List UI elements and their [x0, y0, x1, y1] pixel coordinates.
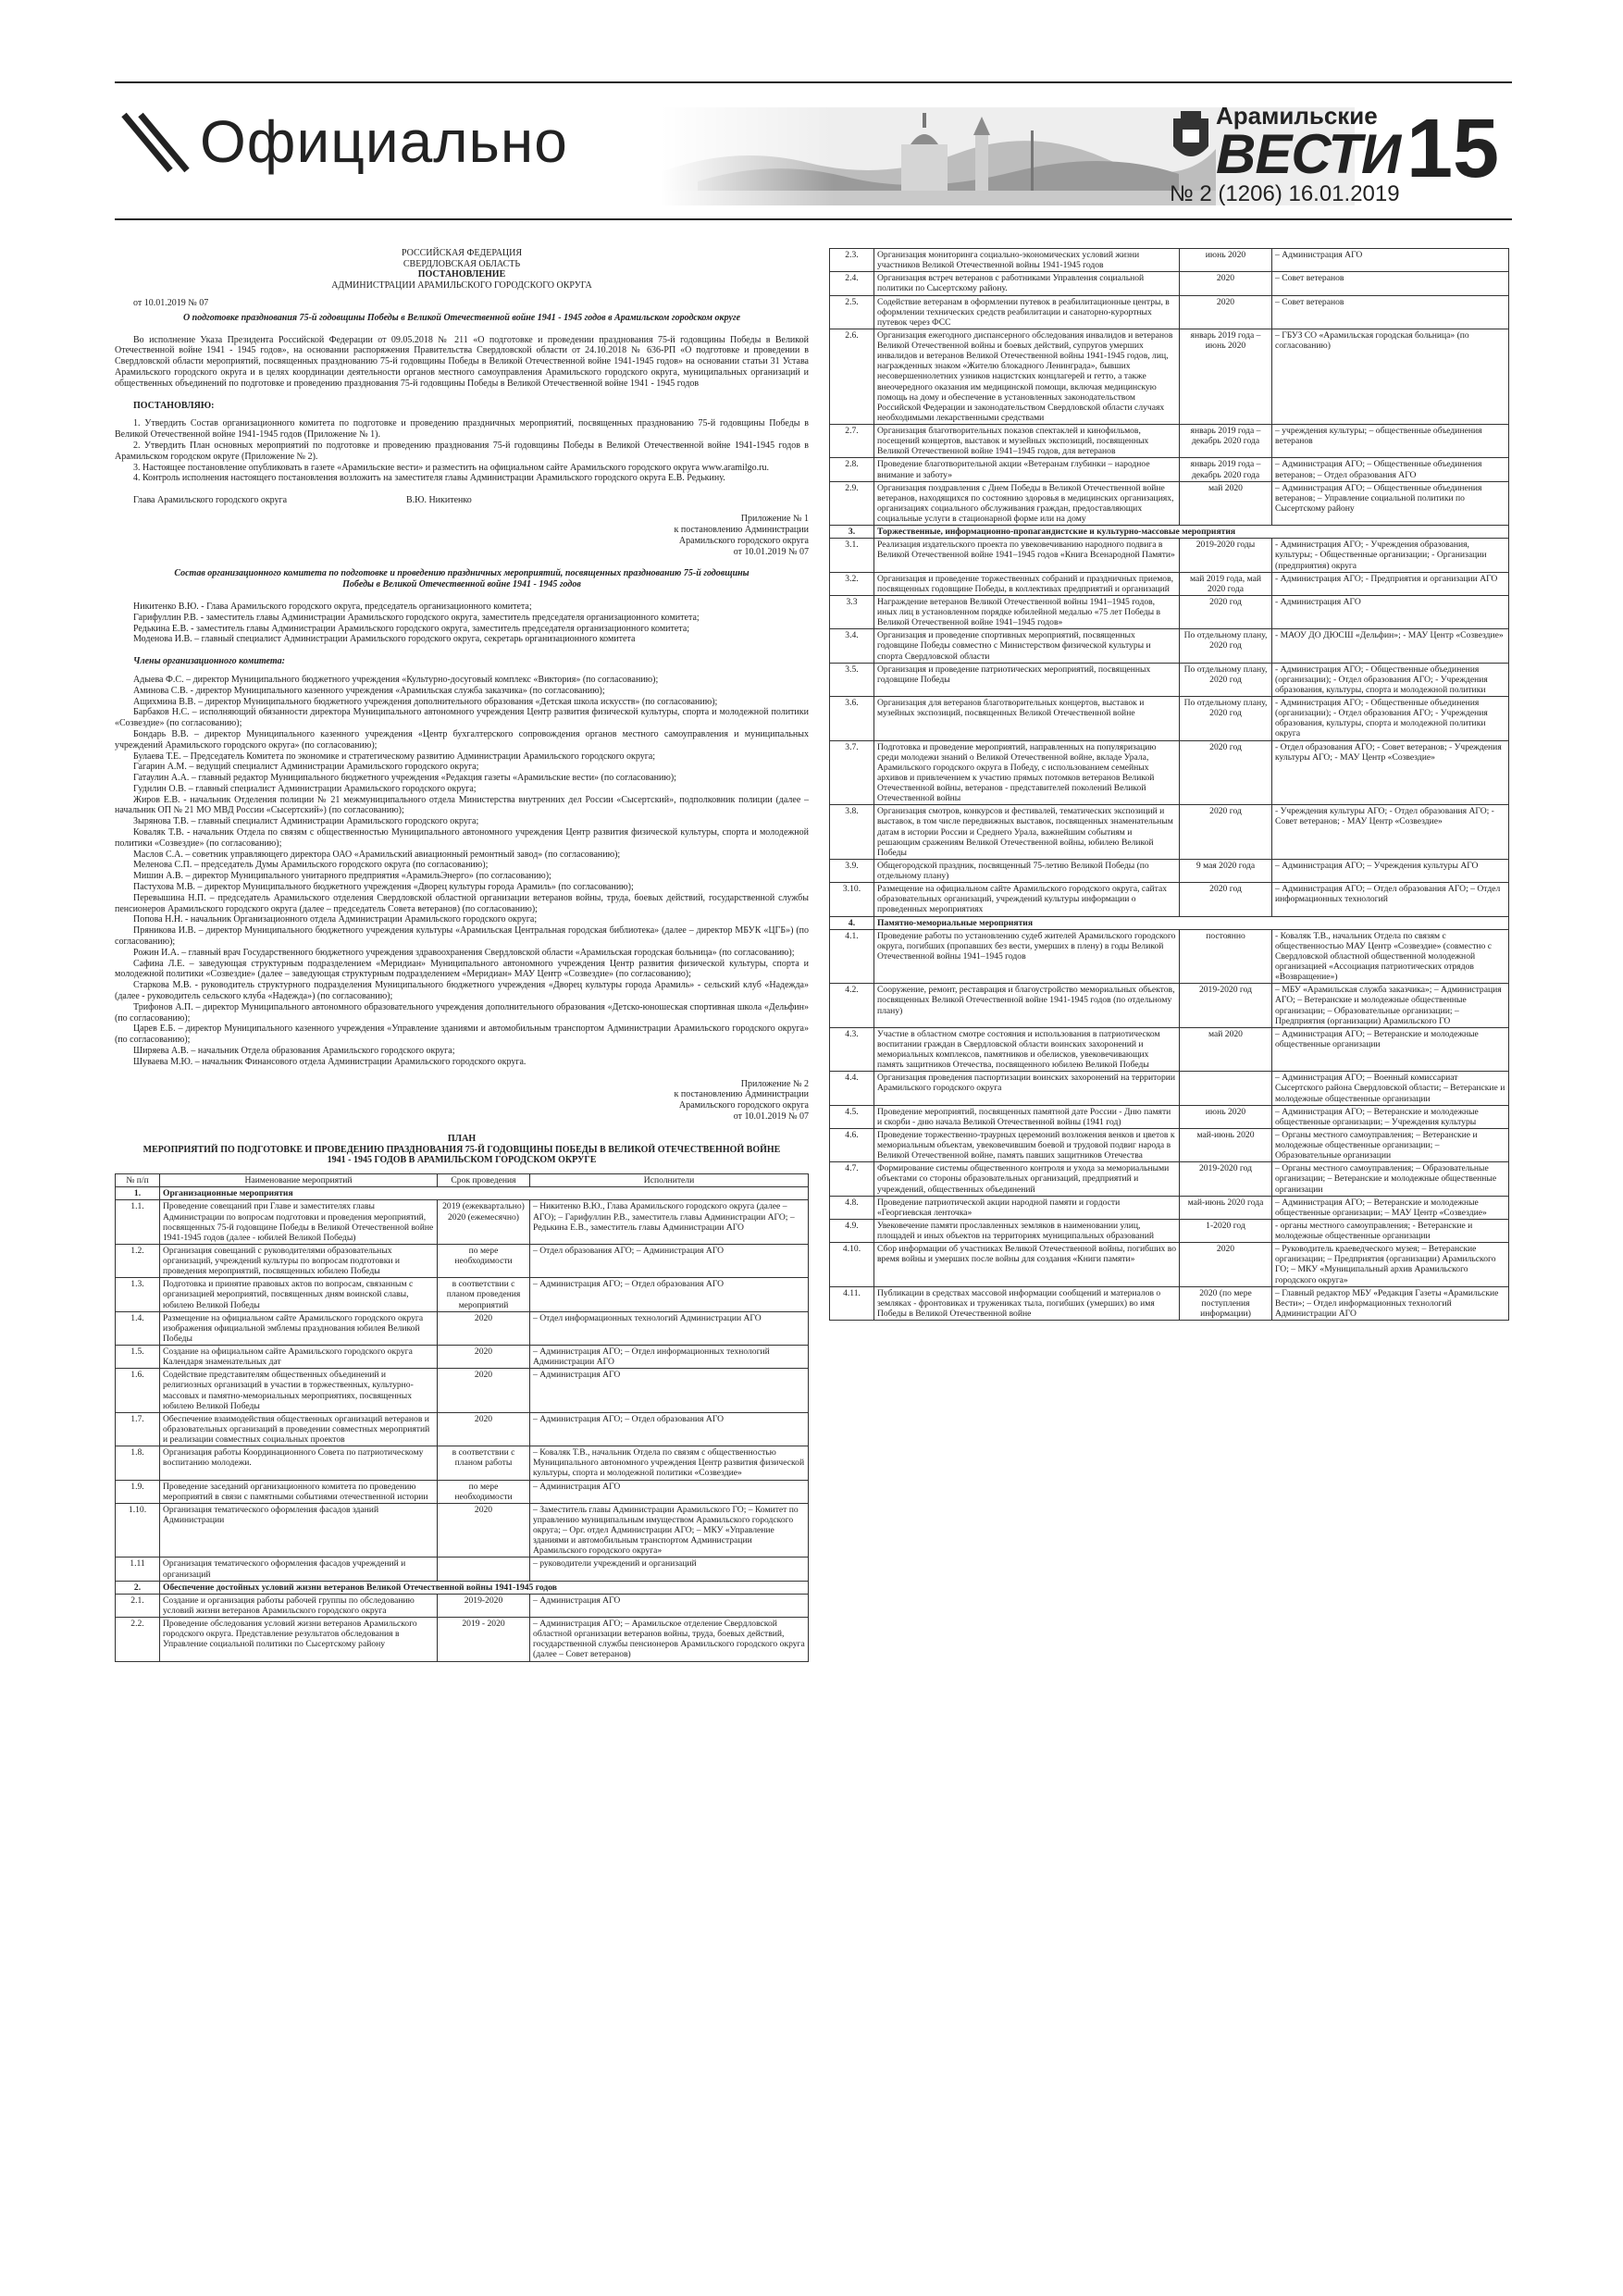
plan-row	[830, 425, 1509, 458]
committee-member: Сафина Л.Е. – заведующая структурным подразделением «Меридиан» Муниципального автономного учреждения Центр развития физической культуры, спорта и молодежной политики «Созвездие» (далее – заведующая структурным подразделением «Меридиан» МАУ Центр «Созвездие» (по согласованию);	[115, 958, 809, 980]
plan-row	[830, 697, 1509, 741]
decree-preamble: Во исполнение Указа Президента Российской Федерации от 09.05.2018 № 211 «О подготовке и проведении празднования 75-й годовщины Победы в Великой Отечественной войне 1941 - 1945 годов», на основании распоряжения Правительства Свердловской области от 24.10.2018 № 636-РП «О подготовке и проведении в Свердловской области мероприятий, посвященных празднованию 75-й годовщины Победы в Великой Отечественной войне 1941-1945 годов» на основании статьи 31 Устава Арамильского городского округа и в целях координации деятельности органов местного самоуправления Арамильского городского округа, муниципальных организаций и общественных объединений по подготовке и проведению празднования 75-й годовщины Победы в Великой Отечественной войне 1941 - 1945 годов	[115, 334, 809, 389]
plan-row	[830, 1243, 1509, 1287]
committee-member: Пряникова И.В. – директор Муниципального бюджетного учреждения культуры «Арамильская Центральная городская библиотека» (далее – директор МБУК «ЦГБ») (по согласованию);	[115, 925, 809, 948]
row-term: 2020	[438, 1311, 530, 1345]
committee-leader: Редькина Е.В. - заместитель главы Администрации Арамильского городского округа, заместитель председателя организационного комитета;	[133, 623, 690, 634]
decree-head-line: АДМИНИСТРАЦИИ АРАМИЛЬСКОГО ГОРОДСКОГО ОКРУГА	[331, 279, 592, 291]
row-num: 2.1.	[116, 1594, 160, 1617]
decree-subject: О подготовке празднования 75-й годовщины Победы в Великой Отечественной войне 1941 - 1945 годов в Арамильском городском округе	[182, 312, 741, 323]
row-name: Организация тематического оформления фасадов зданий Администрации	[160, 1503, 438, 1558]
row-term: 2020	[438, 1412, 530, 1446]
row-term: 2020 (по мере поступления информации)	[1180, 1286, 1272, 1320]
plan-row	[830, 1162, 1509, 1196]
row-name: Организация ежегодного диспансерного обследования инвалидов и ветеранов Великой Отечественной войны и боевых действий, супругов умерших инвалидов и ветеранов Великой Отечественной войны 1941-1945 годов, лиц, награжденных знаком «Жителю блокадного Ленинграда», бывших несовершеннолетних узников нацистских концлагерей и гетто, а также внеочередного оказания им медицинской помощи, включая медицинскую помощь на дому и обеспечение в установленных законодательством Российской Федерации и законодательством Свердловской области случаях необходимыми лекарственными средствами	[874, 329, 1180, 424]
row-name: Проведение мероприятий, посвященных памятной дате России - Дню памяти и скорби - дню начала Великой Отечественной войны (1941 год)	[874, 1105, 1180, 1128]
decree-head-line: РОССИЙСКАЯ ФЕДЕРАЦИЯ	[401, 248, 523, 258]
row-exec: – Администрация АГО	[530, 1369, 809, 1413]
row-term: 2019 - 2020	[438, 1618, 530, 1662]
row-exec: – Коваляк Т.В., начальник Отдела по связям с общественностью Муниципального автономного учреждения Центр развития физической культуры, спорта и молодежной политики «Созвездие»	[530, 1446, 809, 1480]
plan-row	[116, 1278, 809, 1311]
plan-section-row	[830, 526, 1509, 539]
row-term: 2020	[1180, 1243, 1272, 1287]
row-num: 3.7.	[830, 740, 874, 805]
row-exec: – Администрация АГО	[530, 1480, 809, 1503]
plan-row	[116, 1369, 809, 1413]
row-exec: – Администрация АГО; – Общественные объединения ветеранов; – Отдел образования АГО	[1272, 458, 1509, 481]
committee-member: Адыева Ф.С. – директор Муниципального бюджетного учреждения «Культурно-досуговый комплекс «Виктория» (по согласованию);	[133, 674, 659, 685]
row-exec: – учреждения культуры; – общественные объединения ветеранов	[1272, 425, 1509, 458]
row-num: 4.	[830, 916, 874, 929]
row-term: По отдельному плану, 2020 год	[1180, 629, 1272, 663]
committee-member: Зырянова Т.В. – главный специалист Администрации Арамильского городского округа;	[133, 816, 479, 827]
row-exec: – Заместитель главы Администрации Арамильского ГО; – Комитет по управлению муниципальным имуществом Арамильского городского округа; – Орг. отдел Администрации АГО; – МКУ «Управление зданиями и автомобильным транспортом Администрации Арамильского городского округа»	[530, 1503, 809, 1558]
decree-resolve: ПОСТАНОВЛЯЮ:	[133, 400, 215, 411]
left-column	[115, 248, 809, 1662]
committee-member: Меленова С.П. – председатель Думы Арамильского городского округа (по согласованию);	[133, 860, 489, 871]
row-name: Организация встреч ветеранов с работниками Управления социальной политики по Сысертскому району.	[874, 272, 1180, 295]
section-title: Официально	[200, 108, 568, 175]
row-term: 2020	[1180, 295, 1272, 329]
section-title: Обеспечение достойных условий жизни ветеранов Великой Отечественной войны 1941-1945 годов	[160, 1581, 809, 1594]
row-term: май 2020	[1180, 481, 1272, 526]
row-exec: – Администрация АГО; – Учреждения культуры АГО	[1272, 859, 1509, 882]
row-exec: – Совет ветеранов	[1272, 295, 1509, 329]
plan-row	[830, 295, 1509, 329]
row-exec: – Администрация АГО; – Арамильское отделение Свердловской областной организации ветеранов войны, труда, боевых действий, государственной службы пенсионеров Арамильского городского округа (далее – Совет ветеранов)	[530, 1618, 809, 1662]
section-title: Памятно-мемориальные мероприятия	[874, 916, 1509, 929]
plan-row	[830, 859, 1509, 882]
committee-member: Бондарь В.В. – директор Муниципального казенного учреждения «Центр бухгалтерского сопровождения органов местного самоуправления и муниципальных учреждений Арамильского городского округа» (по согласованию);	[115, 728, 809, 751]
row-term: май 2019 года, май 2020 года	[1180, 572, 1272, 595]
row-num: 1.7.	[116, 1412, 160, 1446]
annex1-ref-line: Арамильского городского округа	[678, 535, 809, 546]
town-crest-icon	[1171, 109, 1210, 168]
row-term: 2019-2020 годы	[1180, 539, 1272, 572]
row-term: по мере необходимости	[438, 1480, 530, 1503]
row-name: Проведение заседаний организационного комитета по проведению мероприятий в связи с памятными событиями отечественной истории	[160, 1480, 438, 1503]
row-exec: – руководители учреждений и организаций	[530, 1558, 809, 1581]
plan-row	[830, 629, 1509, 663]
row-name: Организация благотворительных показов спектаклей и кинофильмов, посещений концертов, выставок и музейных экспозиций, посвященных Великой Отечественной войне 1941–1945 годов, для ветеранов	[874, 425, 1180, 458]
row-term: 9 мая 2020 года	[1180, 859, 1272, 882]
committee-member: Гатаулин А.А. – главный редактор Муниципального бюджетного учреждения «Редакция газеты «Арамильские вести» (по согласованию);	[133, 773, 676, 784]
col-header-exec: Исполнители	[530, 1174, 809, 1187]
row-name: Размещение на официальном сайте Арамильского городского округа, сайтах образовательных организаций, учреждений культуры информации о проведенных мероприятиях	[874, 883, 1180, 916]
row-term: январь 2019 года – июнь 2020	[1180, 329, 1272, 424]
row-exec: - Коваляк Т.В., начальник Отдела по связям с общественностью МАУ Центр «Созвездие» (совместно с Свердловской областной общественной молодежной организацией «Ассоциация патриотических отрядов «Возвращение»)	[1272, 929, 1509, 984]
row-name: Подготовка и проведение мероприятий, направленных на популяризацию среди молодежи знаний о Великой Отечественной войне, вкладе Урала, Арамильского городского округа в Победу, с использованием семейных архивов и привлечением к участию прямых потомков ветеранов Великой Отечественной войны, ветеранов - представителей поколений Великой Отечественной войны	[874, 740, 1180, 805]
row-name: Публикации в средствах массовой информации сообщений и материалов о земляках - фронтовиках и тружениках тыла, погибших (умерших) во имя Победы в Великой Отечественной войне	[874, 1286, 1180, 1320]
row-exec: – МБУ «Арамильская служба заказчика»; – Администрация АГО; – Ветеранские и молодежные общественные организации; – Образовательные организации; – Предприятия (организации) Арамильского ГО	[1272, 984, 1509, 1028]
row-term: май-июнь 2020 года	[1180, 1196, 1272, 1219]
plan-row	[116, 1446, 809, 1480]
row-term: январь 2019 года – декабрь 2020 года	[1180, 458, 1272, 481]
plan-row	[830, 1196, 1509, 1219]
plan-row	[830, 481, 1509, 526]
row-exec: - Учреждения культуры АГО; - Отдел образования АГО; - Совет ветеранов; - МАУ Центр «Созвездие»	[1272, 805, 1509, 860]
decree-item: 4. Контроль исполнения настоящего постановления возложить на заместителя главы Администрации Арамильского городского округа Е.В. Редькину.	[133, 473, 725, 484]
row-exec: – Администрация АГО; – Отдел образования АГО	[530, 1412, 809, 1446]
plan-row	[830, 272, 1509, 295]
members-title: Члены организационного комитета:	[133, 656, 285, 667]
row-name: Организация проведения паспортизации воинских захоронений на территории Арамильского городского округа	[874, 1072, 1180, 1105]
plan-row	[116, 1412, 809, 1446]
row-num: 1.10.	[116, 1503, 160, 1558]
col-header-term: Срок проведения	[438, 1174, 530, 1187]
bottom-rule	[115, 218, 1512, 220]
slashes-icon	[118, 102, 192, 185]
row-exec: – Органы местного самоуправления; – Ветеранские и молодежные общественные организации; – Образовательные организации	[1272, 1128, 1509, 1161]
row-num: 3.8.	[830, 805, 874, 860]
row-name: Организация поздравления с Днем Победы в Великой Отечественной войне ветеранов, находящихся по состоянию здоровья в медицинских организациях, организациях социального обслуживания граждан, предоставляющих социальные услуги в стационарной форме или на дому	[874, 481, 1180, 526]
row-term: в соответствии с планом проведения мероприятий	[438, 1278, 530, 1311]
committee-member: Пастухова М.В. – директор Муниципального бюджетного учреждения «Дворец культуры города Арамиль» (по согласованию);	[133, 882, 634, 893]
annex2-ref-line: от 10.01.2019 № 07	[733, 1111, 809, 1122]
row-term: 2019-2020 год	[1180, 984, 1272, 1028]
row-exec: – ГБУЗ СО «Арамильская городская больница» (по согласованию)	[1272, 329, 1509, 424]
row-name: Проведение торжественно-траурных церемоний возложения венков и цветов к мемориальным объектам, увековечившим боевой и трудовой подвиг народа в Великой Отечественной войне, память павших защитников Отечества	[874, 1128, 1180, 1161]
plan-row	[830, 1219, 1509, 1242]
plan-row	[830, 1072, 1509, 1105]
decree-item: 1. Утвердить Состав организационного комитета по подготовке и проведению праздничных мероприятий, посвященных празднованию 75-й годовщины Победы в Великой Отечественной войне 1941-1945 годов (Приложение № 1).	[115, 418, 809, 441]
committee-leader: Никитенко В.Ю. - Глава Арамильского городского округа, председатель организационного комитета;	[133, 601, 532, 612]
committee-member: Трифонов А.П. – директор Муниципального автономного образовательного учреждения дополнительного образования «Детско-юношеская спортивная школа «Дельфин» (по согласованию);	[115, 1001, 809, 1024]
row-name: Организация и проведение спортивных мероприятий, посвященных годовщине Победы совместно с Министерством физической культуры и спорта Свердловской области	[874, 629, 1180, 663]
row-term: 2019-2020 год	[1180, 1162, 1272, 1196]
row-term: 2020	[438, 1503, 530, 1558]
row-term: постоянно	[1180, 929, 1272, 984]
row-exec: – Администрация АГО; – Ветеранские и молодежные общественные организации	[1272, 1027, 1509, 1072]
row-num: 3.2.	[830, 572, 874, 595]
row-exec: - Отдел образования АГО; - Совет ветеранов; - Учреждения культуры АГО; - МАУ Центр «Созвездие»	[1272, 740, 1509, 805]
row-term: по мере необходимости	[438, 1244, 530, 1277]
plan-row	[116, 1503, 809, 1558]
row-num: 3.9.	[830, 859, 874, 882]
row-exec: – Администрация АГО; – Отдел образования АГО	[530, 1278, 809, 1311]
row-num: 3.10.	[830, 883, 874, 916]
plan-row	[830, 740, 1509, 805]
plan-row	[116, 1311, 809, 1345]
plan-section-row	[116, 1187, 809, 1200]
row-name: Организация для ветеранов благотворительных концертов, выставок и музейных экспозиций, посвященных Великой Отечественной войне	[874, 697, 1180, 741]
row-num: 4.2.	[830, 984, 874, 1028]
plan-rows-left	[116, 1187, 809, 1661]
row-name: Увековечение памяти прославленных земляков в наименовании улиц, площадей и иных объектов на территориях муниципальных образований	[874, 1219, 1180, 1242]
row-term	[1180, 1072, 1272, 1105]
right-column	[829, 248, 1509, 1321]
row-exec: – Отдел образования АГО; – Администрация АГО	[530, 1244, 809, 1277]
row-term: июнь 2020	[1180, 1105, 1272, 1128]
row-name: Организация и проведение патриотических мероприятий, посвященных годовщине Победы	[874, 663, 1180, 696]
row-name: Награждение ветеранов Великой Отечественной войны 1941–1945 годов, иных лиц в установленном порядке юбилейной медалью «75 лет Победы в Великой Отечественной войне 1941–1945 годов»	[874, 595, 1180, 628]
plan-table-right	[829, 248, 1509, 1321]
decree-date: от 10.01.2019 № 07	[133, 298, 209, 308]
row-name: Организация смотров, конкурсов и фестивалей, тематических экспозиций и выставок, в том числе передвижных выставок, посвященных знаменательным датам в истории России и Среднего Урала, важнейшим событиям и решающим сражениям Великой Отечественной войны, юбилею Великой Победы	[874, 805, 1180, 860]
row-num: 2.6.	[830, 329, 874, 424]
committee-member: Коваляк Т.В. - начальник Отдела по связям с общественностью Муниципального автономного учреждения Центр развития физической культуры, спорта и молодежной политики «Созвездие» (по согласованию);	[115, 827, 809, 849]
plan-section-row	[116, 1581, 809, 1594]
row-name: Проведение благотворительной акции «Ветеранам глубинки – народное внимание и заботу»	[874, 458, 1180, 481]
row-term: в соответствии с планом работы	[438, 1446, 530, 1480]
row-term	[438, 1558, 530, 1581]
row-name: Проведение обследования условий жизни ветеранов Арамильского городского округа. Представление результатов обследования в Управление социальной политики по Сысертскому району	[160, 1618, 438, 1662]
row-term: 2020	[438, 1346, 530, 1369]
row-exec: – Администрация АГО; – Общественные объединения ветеранов; – Управление социальной политики по Сысертскому району	[1272, 481, 1509, 526]
row-num: 1.3.	[116, 1278, 160, 1311]
committee-member: Ащихмина В.В. – директор Муниципального бюджетного учреждения дополнительного образования «Детская школа искусств» (по согласованию);	[133, 696, 718, 707]
plan-row	[830, 329, 1509, 424]
col-header-num: № п/п	[116, 1174, 160, 1187]
col-header-name: Наименование мероприятий	[160, 1174, 438, 1187]
row-exec: – Органы местного самоуправления; – Образовательные организации; – Ветеранские и молодежные общественные организации	[1272, 1162, 1509, 1196]
page-number: 15	[1406, 103, 1500, 195]
signature-name: В.Ю. Никитенко	[406, 495, 472, 506]
row-term: По отдельному плану, 2020 год	[1180, 697, 1272, 741]
annex1-ref-line: Приложение № 1	[740, 514, 809, 525]
row-term: 2020 год	[1180, 805, 1272, 860]
row-num: 1.1.	[116, 1200, 160, 1245]
decree-item: 3. Настоящее постановление опубликовать в газете «Арамильские вести» и разместить на официальном сайте Арамильского городского округа www.aramilgo.ru.	[133, 462, 769, 473]
plan-row	[830, 458, 1509, 481]
row-name: Организация и проведение торжественных собраний и праздничных приемов, посвященных годовщине Победы, в коллективах предприятий и организаций	[874, 572, 1180, 595]
plan-row	[830, 1128, 1509, 1161]
decree-item: 2. Утвердить План основных мероприятий по подготовке и проведению празднования 75-й годовщины Победы в Великой Отечественной войне 1941-1945 годов в Арамильском городском округе (Приложение № 2).	[115, 440, 809, 462]
decree-head-line: СВЕРДЛОВСКАЯ ОБЛАСТЬ	[403, 258, 521, 269]
committee-member: Жиров Е.В. - начальник Отделения полиции № 21 межмуниципального отдела Министерства внутренних дел России «Сысертский», подполковник полиции (далее – начальник ОП № 21 МО МВД России «Сысертский») (по согласованию);	[115, 794, 809, 816]
plan-row	[116, 1558, 809, 1581]
plan-row	[830, 1105, 1509, 1128]
row-num: 3.1.	[830, 539, 874, 572]
row-name: Обеспечение взаимодействия общественных организаций ветеранов и образовательных организаций в проведении совместных мероприятий и реализации совместных социальных проектов	[160, 1412, 438, 1446]
row-exec: – Руководитель краеведческого музея; – Ветеранские организации; – Предприятия (организации) Арамильского ГО; – МКУ «Муниципальный архив Арамильского городского округа»	[1272, 1243, 1509, 1287]
annex2-ref-line: к постановлению Администрации	[674, 1089, 809, 1100]
row-num: 1.11	[116, 1558, 160, 1581]
row-name: Организация работы Координационного Совета по патриотическому воспитанию молодежи.	[160, 1446, 438, 1480]
plan-section-row	[830, 916, 1509, 929]
row-num: 1.4.	[116, 1311, 160, 1345]
row-term: По отдельному плану, 2020 год	[1180, 663, 1272, 696]
row-exec: – Администрация АГО; – Военный комиссариат Сысертского района Свердловской области; – Ветеранские и молодежные общественные организации	[1272, 1072, 1509, 1105]
row-exec: – Главный редактор МБУ «Редакция Газеты «Арамильские Вести»; – Отдел информационных технологий Администрации АГО	[1272, 1286, 1509, 1320]
row-num: 4.8.	[830, 1196, 874, 1219]
top-rule	[115, 81, 1512, 83]
plan-row	[116, 1244, 809, 1277]
row-name: Участие в областном смотре состояния и использования в патриотическом воспитании граждан в Свердловской области воинских захоронений и мемориальных комплексов, памятников и обелисков, увековечивающих память защитников Отечества, посвященного юбилею Великой Победы	[874, 1027, 1180, 1072]
row-num: 1.6.	[116, 1369, 160, 1413]
row-term: 2020 год	[1180, 595, 1272, 628]
row-exec: - Администрация АГО; - Предприятия и организации АГО	[1272, 572, 1509, 595]
row-exec: - органы местного самоуправления; - Ветеранские и молодежные общественные организации	[1272, 1219, 1509, 1242]
masthead	[115, 81, 1512, 220]
row-num: 1.9.	[116, 1480, 160, 1503]
row-name: Организация тематического оформления фасадов учреждений и организаций	[160, 1558, 438, 1581]
row-exec: – Администрация АГО; – Ветеранские и молодежные общественные организации; – Учреждения культуры	[1272, 1105, 1509, 1128]
row-term: июнь 2020	[1180, 249, 1272, 272]
row-name: Проведение совещаний при Главе и заместителях главы Администрации по вопросам подготовки и проведения мероприятий, посвященных 75-й годовщине Победы в Великой Отечественной войне 1941-1945 годов (далее - юбилей Великой Победы)	[160, 1200, 438, 1245]
signature	[115, 495, 809, 506]
row-term: 2020	[1180, 272, 1272, 295]
row-term: 2019-2020	[438, 1594, 530, 1617]
row-name: Содействие представителям общественных объединений и религиозных организаций в участии в торжественных, культурно-массовых и памятно-мемориальных мероприятиях, посвященных юбилею Великой Победы	[160, 1369, 438, 1413]
row-term: 2020	[438, 1369, 530, 1413]
committee-member: Попова Н.Н. - начальник Организационного отдела Администрации Арамильского городского округа;	[133, 914, 538, 925]
plan-subtitle: МЕРОПРИЯТИЙ ПО ПОДГОТОВКЕ И ПРОВЕДЕНИЮ ПРАЗДНОВАНИЯ 75-Й ГОДОВЩИНЫ ПОБЕДЫ В ВЕЛИКОЙ ОТЕЧЕСТВЕННОЙ ВОЙНЕ 1941 - 1945 ГОДОВ В АРАМИЛЬСКОМ ГОРОДСКОМ ОКРУГЕ	[142, 1144, 781, 1166]
row-exec: - Администрация АГО; - Учреждения образования, культуры; - Общественные организации; - Организации (предприятия) округа	[1272, 539, 1509, 572]
row-name: Общегородской праздник, посвященный 75-летию Великой Победы (по отдельному плану)	[874, 859, 1180, 882]
plan-row	[116, 1200, 809, 1245]
row-num: 4.7.	[830, 1162, 874, 1196]
row-name: Проведение работы по установлению судеб жителей Арамильского городского округа, погибших (пропавших без вести, умерших в плену) в годы Великой Отечественной войны 1941–1945 годов	[874, 929, 1180, 984]
row-exec: – Администрация АГО	[530, 1594, 809, 1617]
committee-member: Ширяева А.В. – начальник Отдела образования Арамильского городского округа;	[133, 1046, 455, 1057]
brand-top: Арамильские	[1216, 102, 1378, 130]
plan-row	[116, 1480, 809, 1503]
plan-row	[830, 572, 1509, 595]
row-name: Сбор информации об участниках Великой Отечественной войны, погибших во время войны и умерших после войны для создания «Книги памяти»	[874, 1243, 1180, 1287]
plan-row	[830, 1286, 1509, 1320]
annex1-ref	[115, 514, 809, 557]
row-term: май 2020	[1180, 1027, 1272, 1072]
decree-head	[115, 248, 809, 291]
committee-member: Шуваева М.Ю. – начальник Финансового отдела Администрации Арамильского городского округа.	[133, 1056, 527, 1067]
committee-member: Старкова М.В. - руководитель структурного подразделения Муниципального бюджетного учреждения «Дворец культуры города Арамиль» - сельский клуб «Надежда» (далее - руководитель сельского клуба «Надежда») (по согласованию);	[115, 980, 809, 1002]
plan-row	[830, 883, 1509, 916]
row-exec: – Совет ветеранов	[1272, 272, 1509, 295]
row-num: 1.5.	[116, 1346, 160, 1369]
row-num: 2.4.	[830, 272, 874, 295]
annex1-title: Состав организационного комитета по подготовке и проведению праздничных мероприятий, посвященных празднованию 75-й годовщины Победы в Великой Отечественной войне 1941 - 1945 годов	[174, 568, 750, 590]
section-title: Торжественные, информационно-пропагандистские и культурно-массовые мероприятия	[874, 526, 1509, 539]
row-exec: – Администрация АГО	[1272, 249, 1509, 272]
issue-info: № 2 (1206) 16.01.2019	[1170, 181, 1400, 206]
row-name: Создание на официальном сайте Арамильского городского округа Календаря знаменательных дат	[160, 1346, 438, 1369]
committee-leader: Моденова И.В. – главный специалист Администрации Арамильского городского округа, секретарь организационного комитета	[133, 634, 636, 645]
row-exec: - Администрация АГО; - Общественные объединения (организации); - Отдел образования АГО; - Учреждения образования, культуры, спорта и молодежной политики	[1272, 663, 1509, 696]
committee-member: Царев Е.Б. – директор Муниципального казенного учреждения «Управление зданиями и автомобильным транспортом Администрации Арамильского городского округа» (по согласованию);	[115, 1024, 809, 1046]
row-name: Проведение патриотической акции народной памяти и гордости «Георгиевская ленточка»	[874, 1196, 1180, 1219]
row-name: Подготовка и принятие правовых актов по вопросам, связанным с организацией мероприятий, посвященных дням воинской славы, юбилею Великой Победы	[160, 1278, 438, 1311]
plan-row	[830, 929, 1509, 984]
row-term: 2019 (ежеквартально) 2020 (ежемесячно)	[438, 1200, 530, 1245]
row-num: 4.10.	[830, 1243, 874, 1287]
plan-row	[116, 1346, 809, 1369]
committee-member: Булаева Т.Е. – Председатель Комитета по экономике и стратегическому развитию Администрации Арамильского городского округа;	[133, 751, 656, 762]
row-num: 2.5.	[830, 295, 874, 329]
row-name: Реализация издательского проекта по увековечиванию народного подвига в Великой Отечественной войне 1941–1945 годов «Книга Всенародной Памяти»	[874, 539, 1180, 572]
annex1-ref-line: от 10.01.2019 № 07	[733, 546, 809, 557]
row-num: 4.6.	[830, 1128, 874, 1161]
row-num: 3.6.	[830, 697, 874, 741]
annex2-ref-line: Арамильского городского округа	[678, 1100, 809, 1111]
row-num: 4.1.	[830, 929, 874, 984]
row-num: 4.3.	[830, 1027, 874, 1072]
row-num: 4.5.	[830, 1105, 874, 1128]
row-term: 1-2020 год	[1180, 1219, 1272, 1242]
plan-row	[830, 1027, 1509, 1072]
row-name: Организация совещаний с руководителями образовательных организаций, учреждений культуры по вопросам подготовки и проведения мероприятий, посвященных юбилею Победы	[160, 1244, 438, 1277]
row-num: 4.9.	[830, 1219, 874, 1242]
row-num: 2.2.	[116, 1618, 160, 1662]
decree-head-line: ПОСТАНОВЛЕНИЕ	[417, 269, 506, 279]
annex2-ref	[115, 1079, 809, 1123]
row-term: май-июнь 2020	[1180, 1128, 1272, 1161]
row-num: 1.	[116, 1187, 160, 1200]
committee-member: Перевышина Н.П. – председатель Арамильского отделения Свердловской областной организации ветеранов войны, труда, боевых действий, государственной службы пенсионеров Арамильского городского округа (далее – председатель Совета ветеранов) (по согласованию);	[115, 892, 809, 914]
row-num: 3.3	[830, 595, 874, 628]
row-name: Размещение на официальном сайте Арамильского городского округа изображения официальной эмблемы празднования юбилея Великой Победы	[160, 1311, 438, 1345]
row-exec: – Никитенко В.Ю., Глава Арамильского городского округа (далее – АГО); – Гарифуллин Р.В., заместитель главы Администрации АГО; – Редькина Е.В., заместитель главы Администрации АГО	[530, 1200, 809, 1245]
row-num: 3.	[830, 526, 874, 539]
committee-member: Барбаков Н.С. – исполняющий обязанности директора Муниципального автономного учреждения Центр развития физической культуры, спорта и молодежной политики «Созвездие» (по согласованию);	[115, 707, 809, 729]
row-term: 2020 год	[1180, 740, 1272, 805]
plan-row	[830, 805, 1509, 860]
row-exec: – Администрация АГО; – Ветеранские и молодежные общественные организации; – МАУ Центр «Созвездие»	[1272, 1196, 1509, 1219]
plan-row	[116, 1594, 809, 1617]
row-name: Организация мониторинга социально-экономических условий жизни участников Великой Отечественной войны 1941-1945 годов	[874, 249, 1180, 272]
plan-row	[830, 249, 1509, 272]
committee-member: Гагарин А.М. – ведущий специалист Администрации Арамильского городского округа;	[133, 762, 479, 773]
row-name: Формирование системы общественного контроля и ухода за мемориальными объектами со стороны образовательных организаций, предприятий и учреждений, общественных объединений	[874, 1162, 1180, 1196]
row-term: январь 2019 года – декабрь 2020 года	[1180, 425, 1272, 458]
row-num: 2.9.	[830, 481, 874, 526]
row-num: 2.7.	[830, 425, 874, 458]
committee-member: Рожин И.А. – главный врач Государственного бюджетного учреждения здравоохранения Свердловской области «Арамильская городская больница» (по согласованию);	[133, 947, 795, 958]
row-name: Создание и организация работы рабочей группы по обследованию условий жизни ветеранов Арамильского городского округа	[160, 1594, 438, 1617]
row-num: 2.	[116, 1581, 160, 1594]
brand-main: ВЕСТИ	[1216, 123, 1401, 185]
committee-member: Маслов С.А. – советник управляющего директора ОАО «Арамильский авиационный ремонтный завод» (по согласованию);	[133, 849, 621, 860]
row-num: 2.8.	[830, 458, 874, 481]
row-exec: – Администрация АГО; – Отдел информационных технологий Администрации АГО	[530, 1346, 809, 1369]
row-num: 2.3.	[830, 249, 874, 272]
plan-row	[830, 595, 1509, 628]
row-exec: - Администрация АГО	[1272, 595, 1509, 628]
row-exec: – Отдел информационных технологий Администрации АГО	[530, 1311, 809, 1345]
plan-row	[830, 663, 1509, 696]
row-exec: – Администрация АГО; – Отдел образования АГО; – Отдел информационных технологий	[1272, 883, 1509, 916]
annex1-ref-line: к постановлению Администрации	[674, 524, 809, 535]
plan-row	[830, 539, 1509, 572]
section-title: Организационные мероприятия	[160, 1187, 809, 1200]
row-num: 1.2.	[116, 1244, 160, 1277]
signature-post: Глава Арамильского городского округа	[133, 495, 288, 506]
row-exec: - Администрация АГО; - Общественные объединения (организации); - Отдел образования АГО; - Учреждения образования, культуры, спорта и молодежной политики округа	[1272, 697, 1509, 741]
row-num: 4.4.	[830, 1072, 874, 1105]
row-num: 3.4.	[830, 629, 874, 663]
row-exec: - МАОУ ДО ДЮСШ «Дельфин»; - МАУ Центр «Созвездие»	[1272, 629, 1509, 663]
plan-row	[830, 984, 1509, 1028]
row-num: 1.8.	[116, 1446, 160, 1480]
committee-member: Мишин А.В. – директор Муниципального унитарного предприятия «АрамильЭнерго» (по согласованию);	[133, 871, 551, 882]
plan-header-row	[116, 1174, 809, 1187]
plan-row	[116, 1618, 809, 1662]
row-name: Содействие ветеранам в оформлении путевок в реабилитационные центры, в оформлении технических средств реабилитации и санаторно-курортных путевок через ФСС	[874, 295, 1180, 329]
row-name: Сооружение, ремонт, реставрация и благоустройство мемориальных объектов, посвященных Великой Отечественной войне 1941-1945 годов (по отдельному плану)	[874, 984, 1180, 1028]
members-list	[115, 675, 809, 1068]
plan-rows-right	[830, 249, 1509, 1321]
committee-leader: Гарифуллин Р.В. - заместитель главы Администрации Арамильского городского округа, заместитель председателя организационного комитета;	[133, 612, 700, 623]
row-num: 4.11.	[830, 1286, 874, 1320]
committee-member: Гуднлин О.В. – главный специалист Администрации Арамильского городского округа;	[133, 783, 477, 794]
row-num: 3.5.	[830, 663, 874, 696]
annex2-ref-line: Приложение № 2	[740, 1078, 809, 1089]
plan-title: ПЛАН	[447, 1133, 477, 1144]
committee-member: Аминова С.В. - директор Муниципального казенного учреждения «Арамильская служба заказчика» (по согласованию);	[133, 685, 605, 696]
plan-table-left	[115, 1173, 809, 1661]
row-term: 2020 год	[1180, 883, 1272, 916]
